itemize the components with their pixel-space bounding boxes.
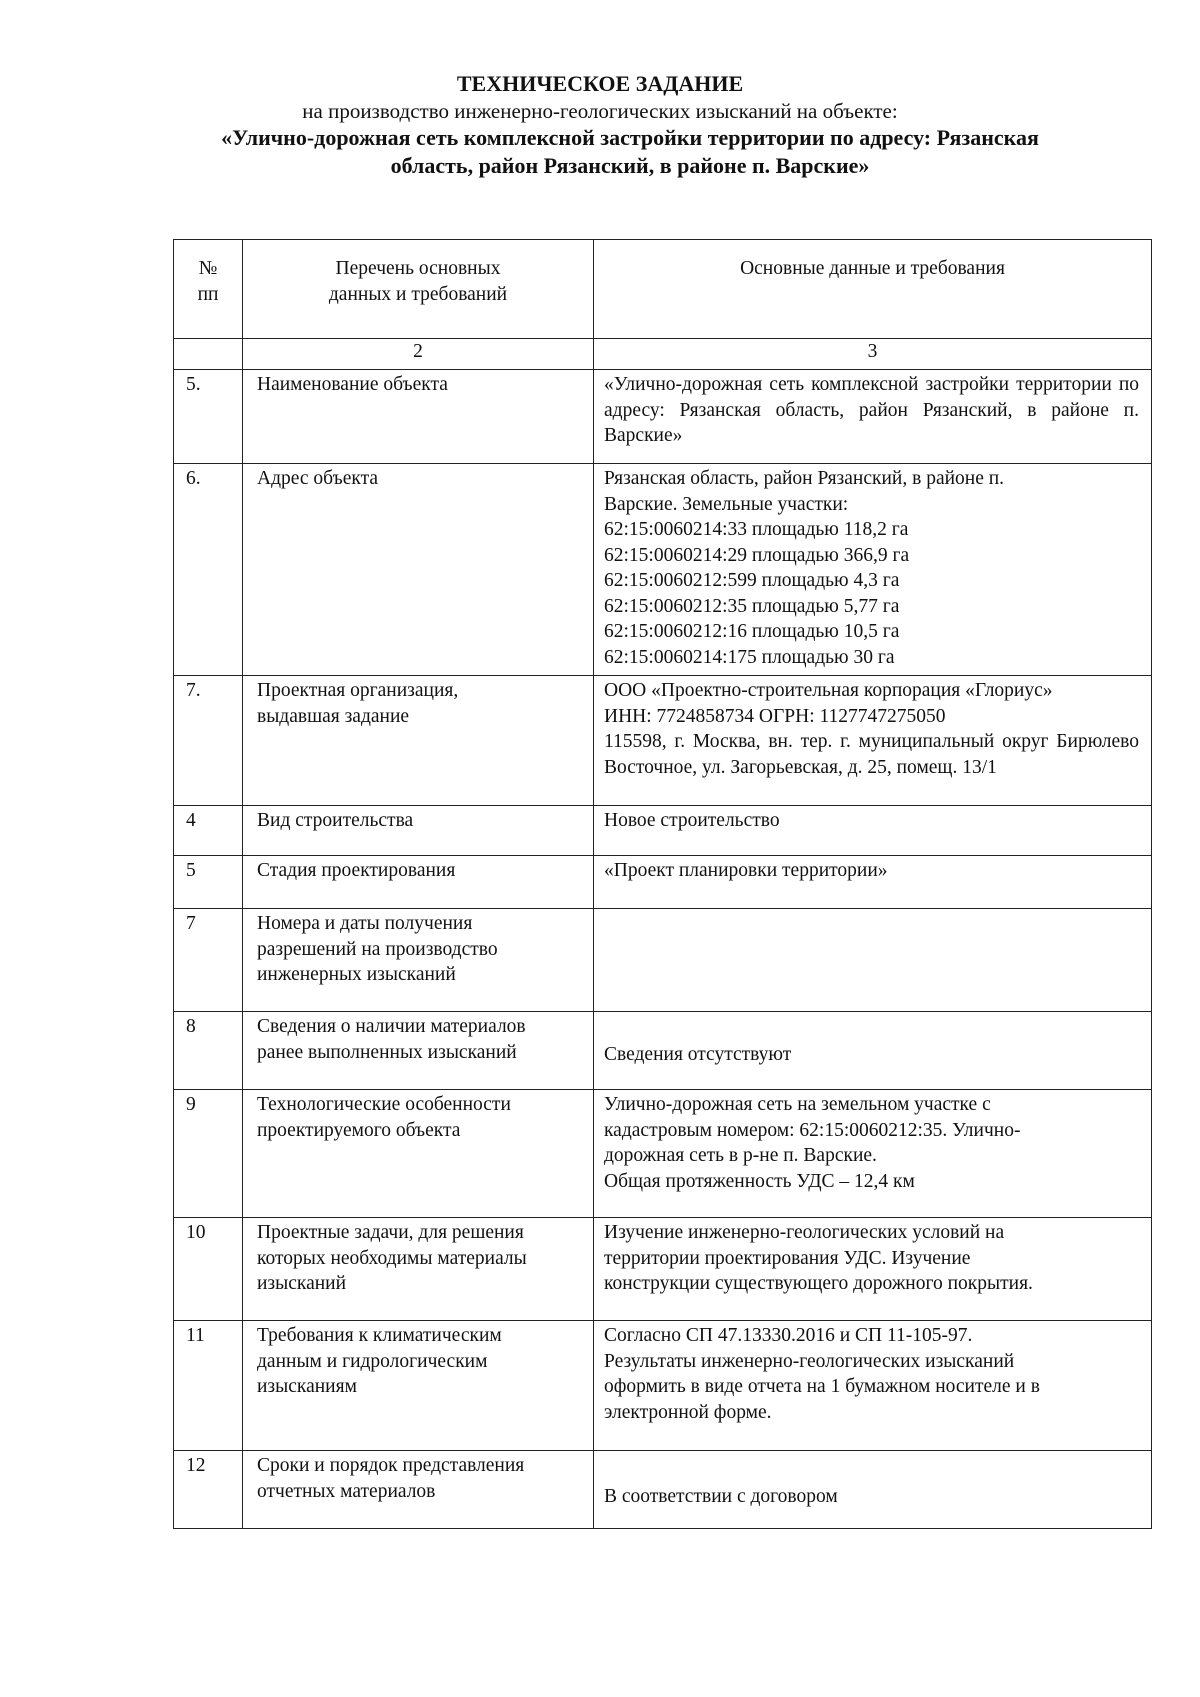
column-index-row: [174, 339, 1152, 370]
row-value: Рязанская область, район Рязанский, в районе п. Варские. Земельные участки: 62:15:0060214:33 площадью 118,2 га 62:15:0060214:29 площадью 366,9 га 62:15:0060212:599 площадью 4,3 га 62:15:0060212:35 площадью 5,77 га 62:15:0060212:16 площадью 10,5 га 62:15:0060214:175 площадью 30 га: [594, 464, 1152, 676]
row-value: «Улично-дорожная сеть комплексной застройки территории по адресу: Рязанская область, район Рязанский, в районе п. Варские»: [594, 370, 1152, 464]
table-header-row: [174, 240, 1152, 339]
table-row: [174, 909, 1152, 1012]
row-value: Сведения отсутствуют: [594, 1012, 1152, 1090]
row-label: Сведения о наличии материалов ранее выполненных изысканий: [243, 1012, 594, 1090]
table-row: [174, 1012, 1152, 1090]
column-index-3: 3: [594, 339, 1152, 370]
row-label: Адрес объекта: [243, 464, 594, 676]
row-num: 7.: [174, 676, 243, 806]
column-index-1: [174, 339, 243, 370]
table-row: [174, 806, 1152, 856]
table-row: [174, 464, 1152, 676]
table-row: [174, 1451, 1152, 1529]
row-value: Изучение инженерно-геологических условий на территории проектирования УДС. Изучение конструкции существующего дорожного покрытия.: [594, 1218, 1152, 1321]
document-header: [0, 70, 1200, 180]
header-value: Основные данные и требования: [594, 240, 1152, 339]
row-value: Новое строительство: [594, 806, 1152, 856]
row-value: [594, 909, 1152, 1012]
table-row: [174, 370, 1152, 464]
row-value: Согласно СП 47.13330.2016 и СП 11-105-97. Результаты инженерно-геологических изысканий оформить в виде отчета на 1 бумажном носителе и в электронной форме.: [594, 1321, 1152, 1451]
table-row: [174, 676, 1152, 806]
header-num: № пп: [174, 240, 243, 339]
table-row: [174, 1090, 1152, 1218]
row-label: Стадия проектирования: [243, 856, 594, 909]
row-label: Требования к климатическим данным и гидрологическим изысканиям: [243, 1321, 594, 1451]
row-num: 12: [174, 1451, 243, 1529]
object-name-line-1: «Улично-дорожная сеть комплексной застройки территории по адресу: Рязанская: [221, 125, 1039, 150]
document-title: ТЕХНИЧЕСКОЕ ЗАДАНИЕ: [456, 71, 744, 96]
column-index-2: 2: [243, 339, 594, 370]
row-num: 9: [174, 1090, 243, 1218]
row-value: В соответствии с договором: [594, 1451, 1152, 1529]
row-label: Проектные задачи, для решения которых необходимы материалы изысканий: [243, 1218, 594, 1321]
row-label: Проектная организация, выдавшая задание: [243, 676, 594, 806]
table-row: [174, 1218, 1152, 1321]
requirements-table: [173, 239, 1152, 1529]
table-row: [174, 1321, 1152, 1451]
row-label: Номера и даты получения разрешений на производство инженерных изысканий: [243, 909, 594, 1012]
row-num: 4: [174, 806, 243, 856]
row-num: 5: [174, 856, 243, 909]
object-name-line-2: область, район Рязанский, в районе п. Варские»: [390, 153, 870, 178]
row-label: Технологические особенности проектируемого объекта: [243, 1090, 594, 1218]
row-num: 7: [174, 909, 243, 1012]
document-subtitle: на производство инженерно-геологических изысканий на объекте:: [302, 99, 898, 123]
row-value: Улично-дорожная сеть на земельном участке с кадастровым номером: 62:15:0060212:35. Улично- дорожная сеть в р-не п. Варские. Общая протяженность УДС – 12,4 км: [594, 1090, 1152, 1218]
table-row: [174, 856, 1152, 909]
row-num: 8: [174, 1012, 243, 1090]
row-label: Наименование объекта: [243, 370, 594, 464]
row-value: «Проект планировки территории»: [594, 856, 1152, 909]
row-num: 10: [174, 1218, 243, 1321]
row-label: Вид строительства: [243, 806, 594, 856]
row-label: Сроки и порядок представления отчетных материалов: [243, 1451, 594, 1529]
header-label: Перечень основных данных и требований: [243, 240, 594, 339]
row-num: 11: [174, 1321, 243, 1451]
row-num: 5.: [174, 370, 243, 464]
row-num: 6.: [174, 464, 243, 676]
row-value: ООО «Проектно-строительная корпорация «Глориус» ИНН: 7724858734 ОГРН: 1127747275050 115598, г. Москва, вн. тер. г. муниципальный округ Бирюлево Восточное, ул. Загорьевская, д. 25, помещ. 13/1: [594, 676, 1152, 806]
